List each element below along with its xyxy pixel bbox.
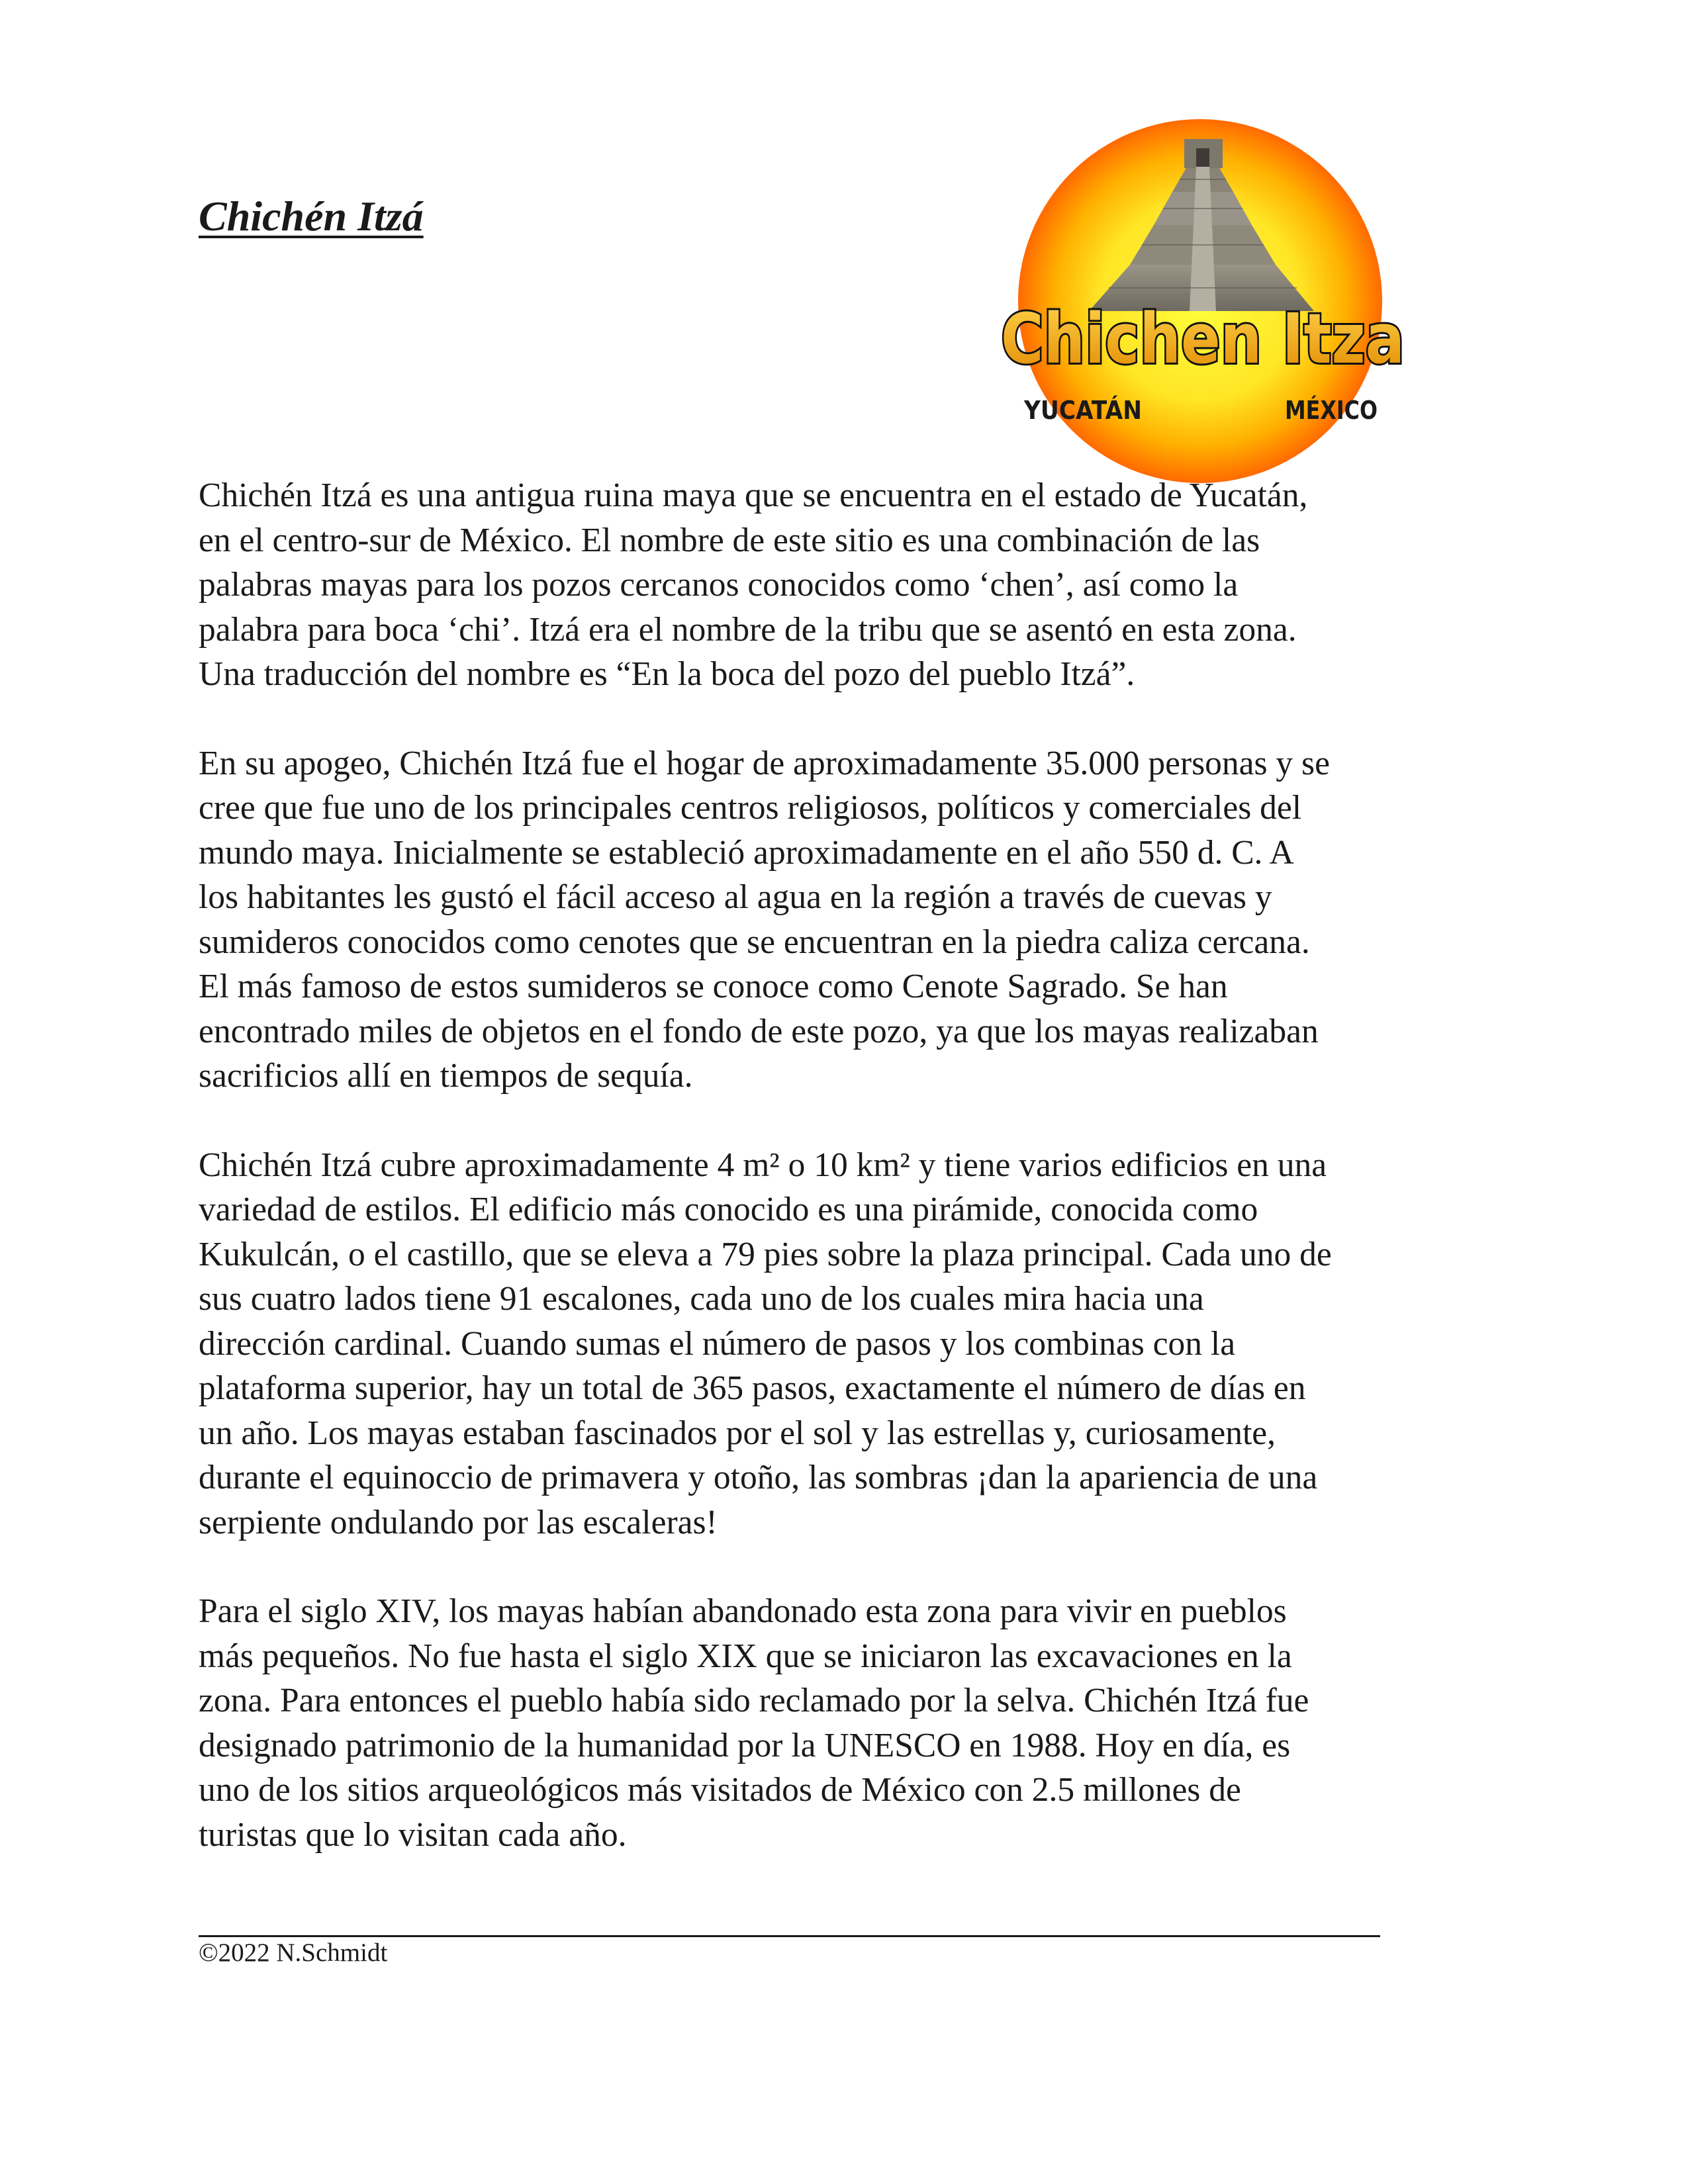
text-line: zona. Para entonces el pueblo había sido reclamado por la selva. Chichén Itzá fue [199,1682,1309,1719]
chichen-itza-logo [957,113,1473,483]
text-line: más pequeños. No fue hasta el siglo XIX que se iniciaron las excavaciones en la [199,1637,1292,1675]
text-line: mundo maya. Inicialmente se estableció aproximadamente en el año 550 d. C. A [199,833,1294,872]
footer-divider [199,1935,1380,1937]
paragraph-3 [199,1143,1496,1545]
paragraph-4 [199,1589,1496,1857]
text-line: los habitantes les gustó el fácil acceso al agua en la región a través de cuevas y [199,878,1272,916]
text-line: designado patrimonio de la humanidad por la UNESCO en 1988. Hoy en día, es [199,1726,1291,1764]
logo-main-text: Chichen Itza [1001,298,1405,379]
text-line: variedad de estilos. El edificio más conocido es una pirámide, conocida como [199,1191,1258,1228]
text-line: dirección cardinal. Cuando sumas el número de pasos y los combinas con la [199,1324,1236,1363]
text-line: Kukulcán, o el castillo, que se eleva a 79 pies sobre la plaza principal. Cada uno de [199,1235,1332,1273]
text-line: durante el equinoccio de primavera y otoño, las sombras ¡dan la apariencia de una [199,1459,1318,1496]
text-line: plataforma superior, hay un total de 365 pasos, exactamente el número de días en [199,1369,1306,1407]
copyright-notice: ©2022 N.Schmidt [199,1938,388,1967]
paragraph-1 [199,473,1496,697]
text-line: serpiente ondulando por las escaleras! [199,1503,718,1541]
text-line: Una traducción del nombre es “En la boca del pozo del pueblo Itzá”. [199,655,1135,693]
logo-yucatan-text: YUCATÁN [1023,396,1142,425]
text-line: cree que fue uno de los principales centros religiosos, políticos y comerciales del [199,789,1302,827]
text-line: uno de los sitios arqueológicos más visitados de México con 2.5 millones de [199,1771,1241,1809]
text-line: sus cuatro lados tiene 91 escalones, cada uno de los cuales mira hacia una [199,1280,1204,1318]
text-line: sacrificios allí en tiempos de sequía. [199,1057,693,1095]
text-line: palabra para boca ‘chi’. Itzá era el nombre de la tribu que se asentó en esta zona. [199,610,1297,649]
text-line: sumideros conocidos como cenotes que se encuentran en la piedra caliza cercana. [199,923,1310,961]
paragraph-2 [199,741,1496,1099]
text-line: palabras mayas para los pozos cercanos conocidos como ‘chen’, así como la [199,566,1239,604]
article-body [199,473,1496,1901]
document-title: Chichén Itzá [199,193,424,240]
logo-mexico-text: MÉXICO [1285,396,1378,425]
text-line: El más famoso de estos sumideros se conoce como Cenote Sagrado. Se han [199,968,1228,1005]
text-line: turistas que lo visitan cada año. [199,1815,627,1854]
text-line: en el centro-sur de México. El nombre de este sitio es una combinación de las [199,521,1260,559]
text-line: Chichén Itzá cubre aproximadamente 4 m² o 10 km² y tiene varios edificios en una [199,1146,1327,1184]
text-line: Para el siglo XIV, los mayas habían abandonado esta zona para vivir en pueblos [199,1592,1287,1630]
text-line: encontrado miles de objetos en el fondo de este pozo, ya que los mayas realizaban [199,1012,1319,1050]
text-line: Chichén Itzá es una antigua ruina maya que se encuentra en el estado de Yucatán, [199,477,1308,514]
text-line: En su apogeo, Chichén Itzá fue el hogar de aproximadamente 35.000 personas y se [199,744,1330,782]
text-line: un año. Los mayas estaban fascinados por el sol y las estrellas y, curiosamente, [199,1414,1276,1452]
